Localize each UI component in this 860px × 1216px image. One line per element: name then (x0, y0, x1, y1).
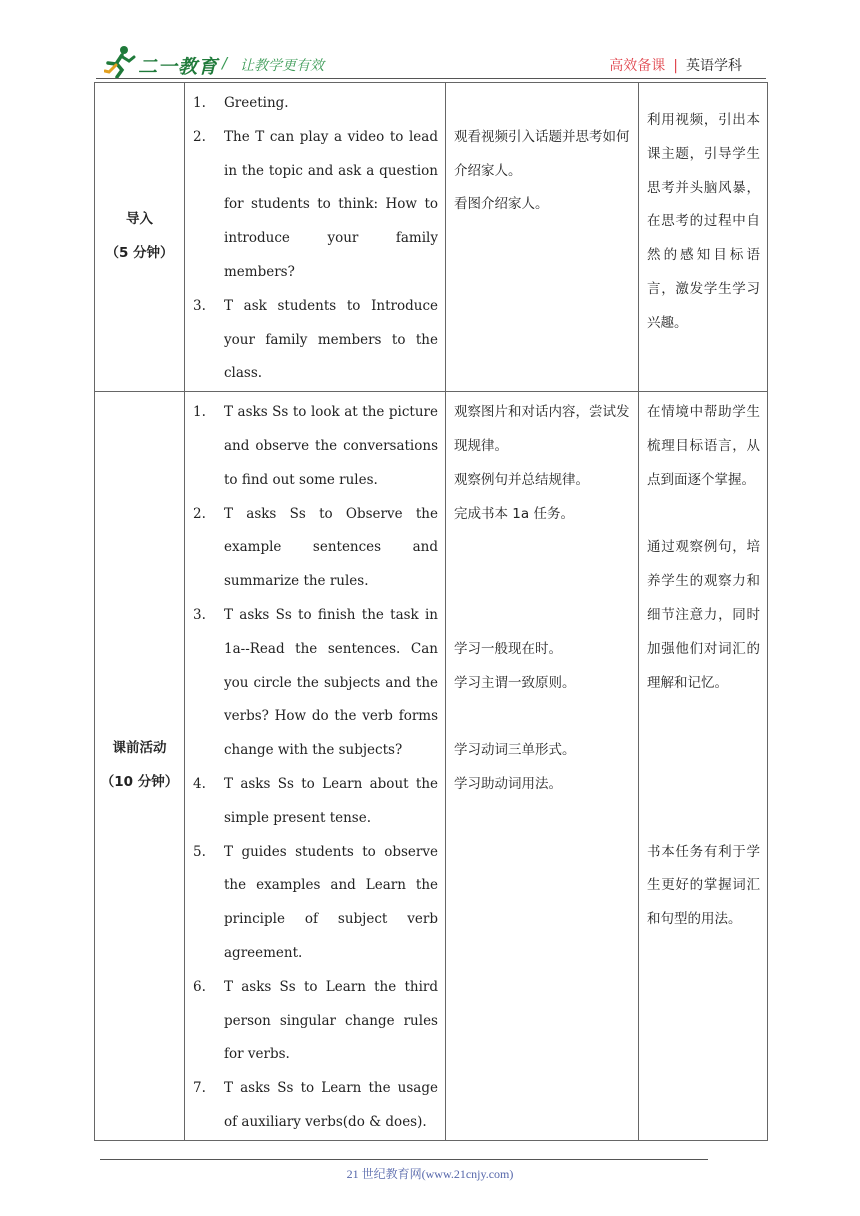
step-text: T asks Ss to look at the picture and observe the conversations to find out some rules. (224, 404, 438, 488)
design-purpose-cell (639, 392, 768, 1141)
student-activity-line: 观察例句并总结规律。 (454, 471, 589, 488)
step-number: 1. (193, 95, 206, 111)
step-number: 3. (193, 297, 206, 314)
teacher-step (193, 1072, 438, 1140)
header-slogan: 让教学更有效 (240, 58, 324, 74)
step-text: T asks Ss to Observe the example sentences and summarize the rules. (224, 505, 438, 590)
design-purpose-line: 在情境中帮助学生梳理目标语言，从点到面逐个掌握。 (647, 404, 760, 488)
student-activity-cell (446, 392, 639, 1141)
student-activity-line: 完成书本 1a 任务。 (454, 505, 574, 522)
student-activity-line: 学习主谓一致原则。 (454, 674, 576, 691)
stage-name: 课前活动 (112, 740, 167, 757)
design-purpose-line: 通过观察例句，培养学生的观察力和细节注意力，同时加强他们对词汇的理解和记忆。 (647, 539, 760, 691)
page-footer: 21 世纪教育网(www.21cnjy.com) (346, 1167, 514, 1181)
student-activity-line: 观看视频引入话题并思考如何介绍家人。 (454, 128, 630, 179)
header-divider: / (222, 54, 228, 72)
student-activity-line: 学习助动词用法。 (454, 775, 562, 792)
header-rule (96, 78, 766, 79)
step-text: T asks Ss to Learn the usage of auxiliary verbs(do & does). (224, 1080, 438, 1130)
design-purpose-cell (639, 83, 768, 392)
step-number: 1. (193, 404, 206, 421)
step-number: 2. (193, 505, 206, 522)
step-text: T asks Ss to Learn about the simple present tense. (224, 775, 438, 826)
student-activity-line: 学习动词三单形式。 (454, 742, 576, 759)
header-right (609, 55, 742, 75)
page-header (0, 0, 860, 90)
student-activity-cell (446, 83, 639, 392)
table-row (95, 83, 768, 392)
step-number: 5. (193, 843, 206, 860)
teacher-step (193, 396, 438, 497)
stage-duration: （10 分钟） (100, 773, 179, 790)
step-number: 4. (193, 775, 206, 792)
student-activity-line: 观察图片和对话内容，尝试发现规律。 (454, 404, 630, 454)
teacher-activity-cell (185, 83, 446, 392)
step-text: T asks Ss to Learn the third person singular change rules for verbs. (224, 978, 438, 1063)
stage-duration: （5 分钟） (105, 245, 174, 262)
design-purpose-line: 利用视频，引出本课主题，引导学生思考并头脑风暴，在思考的过程中自然的感知目标语言，激发学生学习兴趣。 (647, 112, 760, 331)
teacher-step (193, 599, 438, 768)
teacher-step (193, 121, 438, 290)
header-separator: | (673, 58, 678, 74)
footer-rule (100, 1159, 708, 1160)
teacher-step (193, 971, 438, 1072)
step-text: The T can play a video to lead in the topic and ask a question for students to think: How to introduce your family members? (224, 128, 438, 280)
step-number: 6. (193, 978, 206, 995)
step-text: T asks Ss to finish the task in 1a--Read the sentences. Can you circle the subjects and the verbs? How do the verb forms change with the subjects? (224, 606, 438, 759)
header-category: 高效备课 (609, 58, 666, 74)
table-row (95, 392, 768, 1141)
step-text: Greeting. (224, 95, 289, 111)
lesson-plan-table (94, 82, 768, 1141)
step-text: T ask students to Introduce your family members to the class. (224, 297, 438, 382)
stage-cell (95, 83, 185, 392)
teacher-step (193, 290, 438, 391)
running-man-logo-icon (104, 45, 136, 79)
stage-name: 导入 (126, 211, 153, 228)
student-activity-line: 看图介绍家人。 (454, 196, 549, 213)
step-number: 3. (193, 606, 206, 623)
header-subject: 英语学科 (686, 58, 742, 74)
step-number: 2. (193, 128, 206, 145)
step-text: T guides students to observe the examples and Learn the principle of subject verb agreement. (224, 843, 438, 961)
step-number: 7. (193, 1080, 206, 1097)
design-purpose-line: 书本任务有利于学生更好的掌握词汇和句型的用法。 (647, 843, 760, 928)
teacher-step (193, 836, 438, 971)
brand-logo-text: 二一教育 (138, 56, 219, 78)
teacher-activity-cell (185, 392, 446, 1141)
teacher-step (193, 498, 438, 599)
student-activity-line: 学习一般现在时。 (454, 640, 562, 657)
teacher-step (193, 768, 438, 836)
stage-cell (95, 392, 185, 1141)
teacher-step (193, 87, 438, 121)
